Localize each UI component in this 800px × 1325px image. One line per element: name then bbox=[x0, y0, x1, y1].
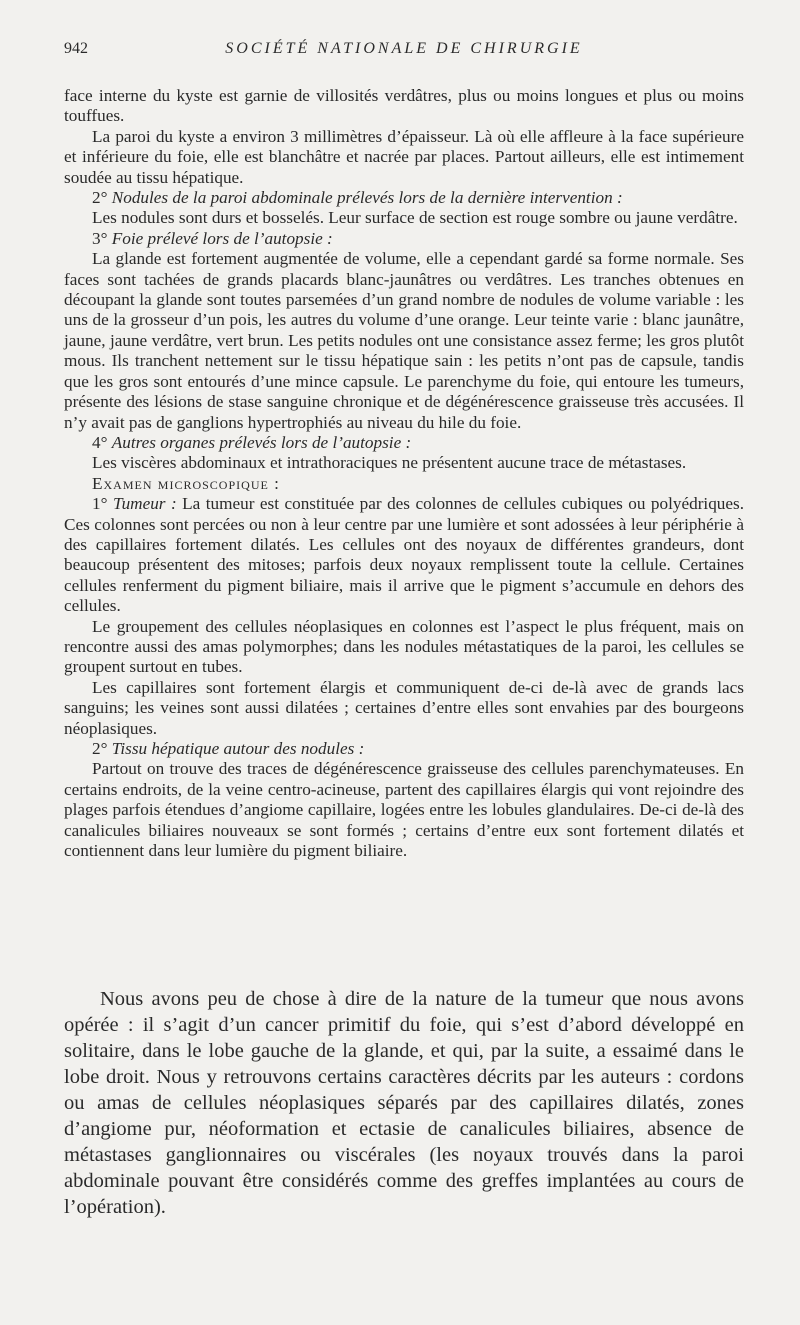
section-title: Nodules de la paroi abdominale prélevés lors de la dernière intervention : bbox=[111, 188, 623, 208]
section-number: 1° bbox=[92, 494, 113, 514]
section-heading bbox=[64, 229, 744, 249]
paragraph: Le groupement des cellules néoplasiques en colonnes est l’aspect le plus fréquent, mais on rencontre aussi des amas polymorphes; dans les nodules métastatiques de la paroi, les cellules se groupent surtout en tubes. bbox=[64, 616, 744, 677]
section-heading: Examen microscopique : bbox=[92, 473, 280, 493]
paragraph: La paroi du kyste a environ 3 millimètres d’épaisseur. Là où elle affleure à la face supérieure et inférieure du foie, elle est blanchâtre et nacrée par places. Partout ailleurs, elle est intimement soudée au tissu hépatique. bbox=[64, 126, 744, 187]
section-title: Foie prélevé lors de l’autopsie : bbox=[111, 228, 333, 248]
paragraph-text: La tumeur est constituée par des colonnes de cellules cubiques ou polyédriques. Ces colonnes sont percées ou non à leur centre par une lumière et sont adossées à leur périphérie à des capillaires fortement dilatés. Les cellules ont des noyaux de différentes grandeurs, dont beaucoup présentent des mitoses; parfois deux noyaux remplissent toute la cellule. Certaines cellules renferment du pigment biliaire, mais il arrive que le pigment s’accumule en dehors des cellules. bbox=[64, 494, 744, 616]
running-title: SOCIÉTÉ NATIONALE DE CHIRURGIE bbox=[225, 40, 583, 57]
section-title: Tumeur : bbox=[112, 494, 177, 514]
section-heading bbox=[64, 433, 744, 453]
page-header bbox=[64, 40, 744, 66]
discussion-body bbox=[64, 986, 744, 1220]
paragraph: Partout on trouve des traces de dégénérescence graisseuse des cellules parenchymateuses. En certains endroits, de la veine centro-acineuse, partent des capillaires élargis qui vont rejoindre des plages parfois étendues d’angiome capillaire, logées entre les lobules glandulaires. De-ci de-là des canalicules biliaires nouveaux se sont formés ; certains d’entre eux sont fortement dilatés et contiennent dans leur lumière du pigment biliaire. bbox=[64, 759, 744, 861]
section-title: Tissu hépatique autour des nodules : bbox=[111, 739, 365, 758]
paragraph: Nous avons peu de chose à dire de la nature de la tumeur que nous avons opérée : il s’agit d’un cancer primitif du foie, qui s’est d’abord développé en solitaire, dans le lobe gauche de la glande, et qui, par la suite, a essaimé dans le lobe droit. Nous y retrouvons certains caractères décrits par les auteurs : cordons ou amas de cellules néoplasiques séparés par des capillaires dilatés, zones d’angiome pur, néoformation et ectasie de canalicules biliaires, absence de métastases ganglionnaires ou viscérales (les noyaux trouvés dans la paroi abdominale pouvant être considérés comme des greffes implantées au cours de l’opération). bbox=[64, 988, 744, 1218]
paragraph: face interne du kyste est garnie de villosités verdâtres, plus ou moins longues et plus ou moins touffues. bbox=[64, 86, 744, 126]
paragraph: Les nodules sont durs et bosselés. Leur surface de section est rouge sombre ou jaune verdâtre. bbox=[92, 208, 738, 228]
section-number: 4° bbox=[92, 432, 112, 452]
page-number: 942 bbox=[64, 40, 88, 57]
paragraph bbox=[64, 494, 744, 616]
section-number: 2° bbox=[92, 739, 112, 758]
paragraph: Les capillaires sont fortement élargis et communiquent de-ci de-là avec de grands lacs sanguins; les veines sont aussi dilatées ; certaines d’entre elles sont envahies par des bourgeons néoplasiques. bbox=[64, 677, 744, 738]
section-number: 2° bbox=[92, 188, 112, 208]
paragraph: Les viscères abdominaux et intrathoraciques ne présentent aucune trace de métastases. bbox=[92, 453, 687, 473]
section-heading bbox=[64, 739, 744, 759]
section-number: 3° bbox=[92, 228, 112, 248]
report-body bbox=[64, 86, 744, 861]
section-title: Autres organes prélevés lors de l’autopsie : bbox=[111, 432, 412, 452]
section-heading bbox=[64, 188, 744, 208]
paragraph: La glande est fortement augmentée de volume, elle a cependant gardé sa forme normale. Ses faces sont tachées de grands placards blanc-jaunâtres ou verdâtres. Les tranches obtenues en découpant la glande sont toutes parsemées d’un grand nombre de nodules de volume variable : les uns de la grosseur d’un pois, les autres du volume d’une orange. Leur teinte varie : blanc jaunâtre, jaune, jaune verdâtre, vert brun. Les petits nodules ont une consistance assez ferme; les gros plutôt mous. Ils tranchent nettement sur le tissu hépatique sain : les petits n’ont pas de capsule, tandis que les gros sont entourés d’une mince capsule. Le parenchyme du foie, qui entoure les tumeurs, présente des lésions de stase sanguine chronique et de dégénérescence graisseuse très accusées. Il n’y avait pas de ganglions hypertrophiés au niveau du hile du foie. bbox=[64, 249, 744, 432]
